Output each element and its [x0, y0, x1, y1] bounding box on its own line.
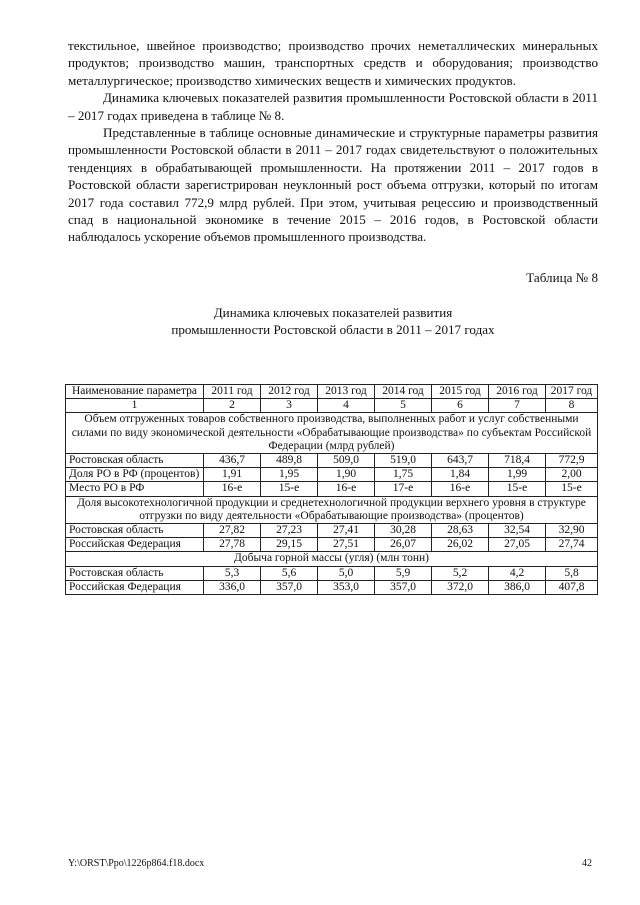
numbering-cell: 2 [204, 399, 261, 413]
table-row [66, 580, 598, 594]
header-cell: 2013 год [318, 385, 375, 399]
table-row [66, 468, 598, 482]
value-cell: 16-е [432, 482, 489, 496]
table-title [68, 304, 598, 339]
header-cell: Наименование параметра [66, 385, 204, 399]
value-cell: 27,82 [204, 524, 261, 538]
value-cell: 4,2 [489, 566, 546, 580]
numbering-cell: 8 [546, 399, 598, 413]
value-cell: 436,7 [204, 454, 261, 468]
value-cell: 357,0 [261, 580, 318, 594]
header-cell: 2012 год [261, 385, 318, 399]
section-heading-shipments: Объем отгруженных товаров собственного производства, выполненных работ и услуг собственными силами по виду экономической деятельности «Обрабатывающие производства» по субъектам Российской Федерации (млрд рублей) [66, 413, 598, 454]
row-label: Ростовская область [66, 454, 204, 468]
document-body [68, 37, 598, 339]
row-label: Российская Федерация [66, 580, 204, 594]
value-cell: 27,74 [546, 538, 598, 552]
value-cell: 1,91 [204, 468, 261, 482]
header-cell: 2016 год [489, 385, 546, 399]
paragraph-analysis: Представленные в таблице основные динамические и структурные параметры развития промышленности Ростовской области в 2011 – 2017 годах свидетельствуют о положительных тенденциях в обрабатывающей промышленности. На протяжении 2011 – 2017 годов в Ростовской области зарегистрирован неуклонный рост объема отгрузки, который по итогам 2017 года составил 772,9 млрд рублей. При этом, учитывая рецессию и производственный спад в национальной экономике в течение 2015 – 2016 годов, в Ростовской области наблюдалось ускорение объемов промышленного производства. [68, 125, 598, 245]
value-cell: 1,84 [432, 468, 489, 482]
table-row [66, 524, 598, 538]
row-label: Место РО в РФ [66, 482, 204, 496]
value-cell: 15-е [489, 482, 546, 496]
numbering-cell: 7 [489, 399, 546, 413]
table-numbering-row [66, 399, 598, 413]
value-cell: 336,0 [204, 580, 261, 594]
section-heading-hightech: Доля высокотехнологичной продукции и среднетехнологичной продукции верхнего уровня в структуре отгрузки по виду деятельности «Обрабатывающие производства» (процентов) [66, 496, 598, 523]
table-label: Таблица № 8 [526, 269, 598, 285]
value-cell: 5,6 [261, 566, 318, 580]
table-row [66, 482, 598, 496]
value-cell: 519,0 [375, 454, 432, 468]
footer-file-path: Y:\ORST\Ppo\1226p864.f18.docx [68, 858, 205, 869]
value-cell: 26,07 [375, 538, 432, 552]
header-cell: 2015 год [432, 385, 489, 399]
value-cell: 2,00 [546, 468, 598, 482]
section-heading-row [66, 413, 598, 454]
value-cell: 16-е [204, 482, 261, 496]
value-cell: 5,8 [546, 566, 598, 580]
value-cell: 353,0 [318, 580, 375, 594]
value-cell: 27,51 [318, 538, 375, 552]
value-cell: 29,15 [261, 538, 318, 552]
value-cell: 372,0 [432, 580, 489, 594]
value-cell: 643,7 [432, 454, 489, 468]
row-label: Доля РО в РФ (процентов) [66, 468, 204, 482]
value-cell: 15-е [546, 482, 598, 496]
value-cell: 407,8 [546, 580, 598, 594]
value-cell: 1,95 [261, 468, 318, 482]
value-cell: 27,78 [204, 538, 261, 552]
paragraph-intro: Динамика ключевых показателей развития промышленности Ростовской области в 2011 – 2017 годах приведена в таблице № 8. [68, 90, 598, 123]
value-cell: 5,2 [432, 566, 489, 580]
value-cell: 27,41 [318, 524, 375, 538]
table-title-line1: Динамика ключевых показателей развития [213, 304, 453, 320]
value-cell: 5,0 [318, 566, 375, 580]
value-cell: 26,02 [432, 538, 489, 552]
value-cell: 16-е [318, 482, 375, 496]
value-cell: 489,8 [261, 454, 318, 468]
value-cell: 32,54 [489, 524, 546, 538]
numbering-cell: 3 [261, 399, 318, 413]
table-row [66, 538, 598, 552]
value-cell: 27,05 [489, 538, 546, 552]
footer-page-number: 42 [582, 858, 592, 869]
value-cell: 509,0 [318, 454, 375, 468]
header-cell: 2011 год [204, 385, 261, 399]
value-cell: 357,0 [375, 580, 432, 594]
table-row [66, 566, 598, 580]
value-cell: 386,0 [489, 580, 546, 594]
value-cell: 27,23 [261, 524, 318, 538]
header-cell: 2014 год [375, 385, 432, 399]
paragraph-continuation: текстильное, швейное производство; производство прочих неметаллических минеральных продуктов; производство машин, транспортных средств и оборудования; производство металлургическое; производство химических веществ и химических продуктов. [68, 38, 598, 88]
table-row [66, 454, 598, 468]
section-heading-row [66, 552, 598, 566]
value-cell: 5,3 [204, 566, 261, 580]
value-cell: 15-е [261, 482, 318, 496]
value-cell: 5,9 [375, 566, 432, 580]
numbering-cell: 5 [375, 399, 432, 413]
row-label: Ростовская область [66, 566, 204, 580]
section-heading-coal: Добыча горной массы (угля) (млн тонн) [66, 552, 598, 566]
value-cell: 1,75 [375, 468, 432, 482]
section-heading-row [66, 496, 598, 523]
value-cell: 30,28 [375, 524, 432, 538]
value-cell: 1,99 [489, 468, 546, 482]
indicators-table [65, 384, 598, 595]
numbering-cell: 1 [66, 399, 204, 413]
table-title-line2: промышленности Ростовской области в 2011 – 2017 годах [171, 322, 495, 338]
row-label: Российская Федерация [66, 538, 204, 552]
numbering-cell: 6 [432, 399, 489, 413]
value-cell: 772,9 [546, 454, 598, 468]
value-cell: 1,90 [318, 468, 375, 482]
numbering-cell: 4 [318, 399, 375, 413]
table-header-row [66, 385, 598, 399]
value-cell: 32,90 [546, 524, 598, 538]
value-cell: 28,63 [432, 524, 489, 538]
value-cell: 718,4 [489, 454, 546, 468]
value-cell: 17-е [375, 482, 432, 496]
header-cell: 2017 год [546, 385, 598, 399]
row-label: Ростовская область [66, 524, 204, 538]
